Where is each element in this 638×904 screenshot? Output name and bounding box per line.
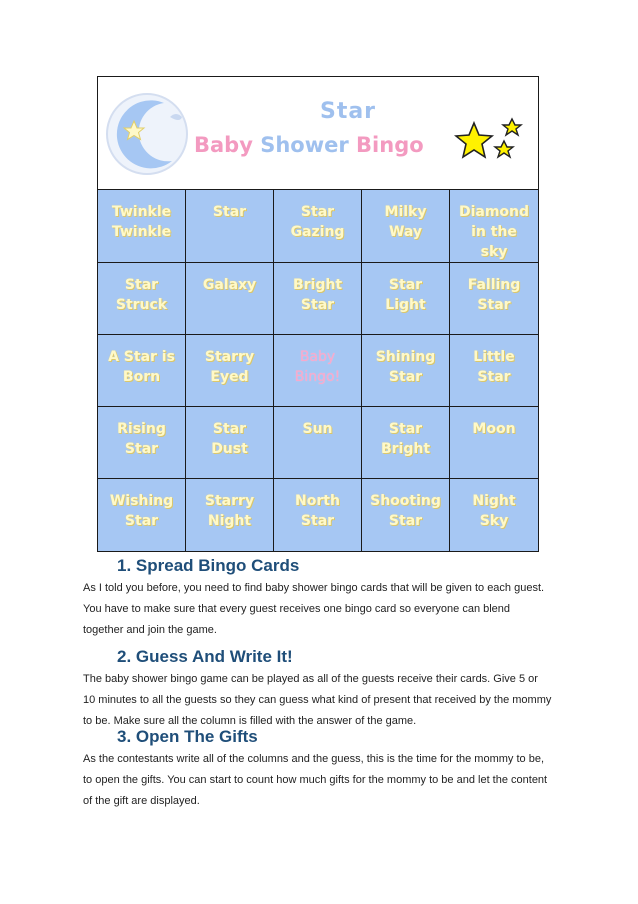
bingo-cell: Moon (450, 407, 538, 479)
card-title-star: Star (319, 99, 377, 124)
bingo-cell: Milky Way (362, 190, 450, 263)
bingo-cell: Rising Star (98, 407, 186, 479)
stars-icon (454, 115, 530, 165)
bingo-cell: Shining Star (362, 335, 450, 407)
bingo-cell: Shooting Star (362, 479, 450, 551)
bingo-cell: Wishing Star (98, 479, 186, 551)
section-body-1: As I told you before, you need to find baby shower bingo cards that will be given to each guest. You have to make sure that every guest receives one bingo card so everyone can blend together and join the game. (83, 582, 545, 636)
bingo-cell: Star Dust (186, 407, 274, 479)
card-title-main (194, 133, 424, 157)
bingo-cell: North Star (274, 479, 362, 551)
section-heading-3: 3. Open The Gifts (117, 727, 258, 746)
bingo-free-cell: Baby Bingo! (274, 335, 362, 407)
section-body-2: The baby shower bingo game can be played as all of the guests receive their cards. Give 5 or 10 minutes to all the guests so they can guess what kind of present that received by the mommy to be. Make sure all the column is filled with the answer of the game. (83, 673, 552, 727)
title-baby-word: Baby (194, 133, 253, 157)
section-heading-1: 1. Spread Bingo Cards (117, 556, 300, 575)
bingo-cell: Falling Star (450, 263, 538, 335)
bingo-cell: Twinkle Twinkle (98, 190, 186, 263)
bingo-cell: Star Gazing (274, 190, 362, 263)
bingo-cell: Starry Night (186, 479, 274, 551)
bingo-cell: Night Sky (472, 493, 516, 529)
bingo-card-header (98, 77, 538, 190)
title-shower-word: Shower (260, 133, 349, 157)
bingo-cell: Star (186, 190, 274, 263)
bingo-cell: Galaxy (186, 263, 274, 335)
bingo-card (97, 76, 539, 552)
bingo-cell: Little Star (450, 335, 538, 407)
bingo-cell: A Star is Born (98, 335, 186, 407)
bingo-cell: Diamond in the sky (450, 190, 538, 263)
bingo-cell: Starry Eyed (186, 335, 274, 407)
section-heading-2: 2. Guess And Write It! (117, 647, 293, 666)
bingo-cell: Bright Star (274, 263, 362, 335)
title-bingo-word: Bingo (356, 133, 424, 157)
bingo-cell: Star Bright (362, 407, 450, 479)
bingo-cell: Star Struck (98, 263, 186, 335)
section-body-3: As the contestants write all of the columns and the guess, this is the time for the mommy to be, to open the gifts. You can start to count how much gifts for the mommy to be and let the content of the gift are displayed. (83, 753, 548, 807)
bingo-cell: Star Light (362, 263, 450, 335)
bingo-cell: Sun (274, 407, 362, 479)
bingo-grid (98, 190, 538, 551)
